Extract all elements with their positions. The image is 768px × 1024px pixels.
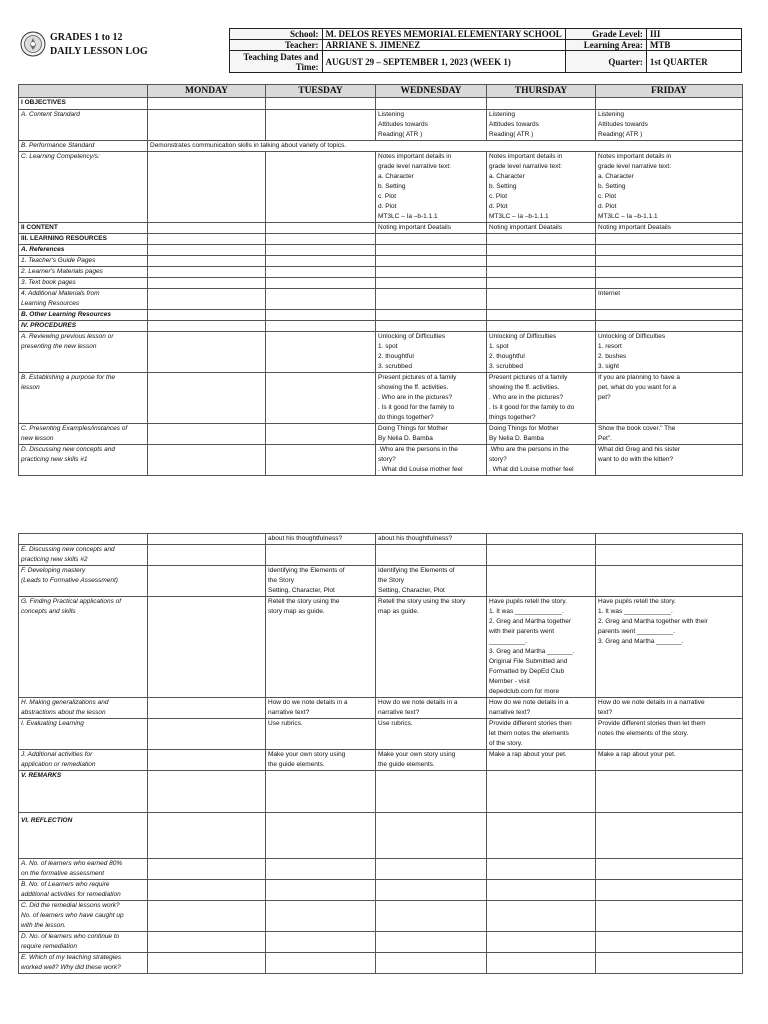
table-row xyxy=(19,152,743,223)
table-row xyxy=(19,332,743,373)
content-standard-tue: Listening Attitudes towards Reading( ATR ) xyxy=(376,110,487,141)
row-label-learners-materials: 2. Learner's Materials pages xyxy=(19,267,148,278)
row-label-other-resources: B. Other Learning Resources xyxy=(19,310,148,321)
teacher-label: Teacher: xyxy=(230,40,323,51)
day-header-wednesday: WEDNESDAY xyxy=(376,85,487,98)
learning-area-label: Learning Area: xyxy=(565,40,646,51)
row-label-refl-d: D. No. of learners who continue to require remediation xyxy=(19,932,148,953)
proc-j-fri: Make a rap about your pet. xyxy=(596,750,743,771)
table-row xyxy=(19,901,743,932)
row-label-proc-g: G. Finding Practical applications of concepts and skills xyxy=(19,597,148,698)
proc-d-cont-tue: about his thoughtfulness? xyxy=(266,534,376,545)
table-row xyxy=(19,245,743,256)
table-row xyxy=(19,597,743,698)
section-reflection: VI. REFLECTION xyxy=(19,813,148,859)
additional-materials-thu: Internet xyxy=(596,289,743,310)
performance-standard-value: Demonstrates communication skills in talking about variety of topics. xyxy=(148,141,743,152)
table-row xyxy=(19,771,743,813)
day-header-friday: FRIDAY xyxy=(596,85,743,98)
table-row xyxy=(19,698,743,719)
row-label-refl-b: B. No. of Learners who require additional activities for remediation xyxy=(19,880,148,901)
content-thu: Noting important Deatails xyxy=(596,223,743,234)
row-label-proc-j: J. Additional activities for application or remediation xyxy=(19,750,148,771)
content-tue: Noting important Deatails xyxy=(376,223,487,234)
lesson-log-table-page-1 xyxy=(18,84,743,476)
proc-d-cont-wed: about his thoughtfulness? xyxy=(376,534,487,545)
dates-value: AUGUST 29 – SEPTEMBER 1, 2023 (WEEK 1) xyxy=(322,51,565,73)
grade-level-label: Grade Level: xyxy=(565,29,646,40)
info-table xyxy=(229,28,742,73)
proc-d-thu: What did Greg and his sister want to do with the kitten? xyxy=(596,445,743,476)
row-label-proc-b: B. Establishing a purpose for the lesson xyxy=(19,373,148,424)
section-objectives: I OBJECTIVES xyxy=(19,98,148,110)
table-row xyxy=(19,932,743,953)
row-label-proc-e: E. Discussing new concepts and practicing new skills #2 xyxy=(19,545,148,566)
school-value: M. DELOS REYES MEMORIAL ELEMENTARY SCHOOL xyxy=(322,29,565,40)
proc-i-fri: Provide different stories then let them notes the elements of the story. xyxy=(596,719,743,750)
row-label-additional-materials: 4. Additional Materials from Learning Resources xyxy=(19,289,148,310)
table-row xyxy=(19,278,743,289)
proc-h-tue: How do we note details in a narrative text? xyxy=(266,698,376,719)
table-row xyxy=(19,310,743,321)
table-row xyxy=(19,424,743,445)
quarter-value: 1st QUARTER xyxy=(646,51,741,73)
table-row xyxy=(19,953,743,974)
row-label-proc-i: I. Evaluating Learning xyxy=(19,719,148,750)
proc-g-fri: Have pupils retell the story. 1. It was _____________. 2. Greg and Martha together with their parents went __________. 3. Greg and Martha _______. xyxy=(596,597,743,698)
proc-h-wed: How do we note details in a narrative text? xyxy=(376,698,487,719)
row-label-refl-e: E. Which of my teaching strategies worked well? Why did these work? xyxy=(19,953,148,974)
row-label-content-standard: A. Content Standard xyxy=(19,110,148,141)
proc-a-tue: Unlocking of Difficulties 1. spot 2. thoughtful 3. scrubbed xyxy=(376,332,487,373)
proc-i-thu: Provide different stories then let them notes the elements of the story. xyxy=(487,719,596,750)
competency-tue: Notes important details in grade level narrative text: a. Character b. Setting c. Plot d. Plot MT3LC – Ia –b-1.1.1 xyxy=(376,152,487,223)
proc-h-fri: How do we note details in a narrative text? xyxy=(596,698,743,719)
lesson-log-table-page-2 xyxy=(18,533,743,974)
row-label-teachers-guide: 1. Teacher's Guide Pages xyxy=(19,256,148,267)
dates-label: Teaching Dates and Time: xyxy=(230,51,323,73)
proc-a-wed: Unlocking of Difficulties 1. spot 2. thoughtful 3. scrubbed xyxy=(487,332,596,373)
row-label-proc-f: F. Developing mastery (Leads to Formative Assessment) xyxy=(19,566,148,597)
row-label-refl-c: C. Did the remedial lessons work? No. of learners who have caught up with the lesson. xyxy=(19,901,148,932)
row-label-refl-a: A. No. of learners who earned 80% on the formative assessment xyxy=(19,859,148,880)
row-label-proc-a: A. Reviewing previous lesson or presenting the new lesson xyxy=(19,332,148,373)
proc-j-tue: Make your own story using the guide elements. xyxy=(266,750,376,771)
section-content: II CONTENT xyxy=(19,223,148,234)
section-procedures: IV. PROCEDURES xyxy=(19,321,148,332)
proc-g-tue: Retell the story using the story map as guide. xyxy=(266,597,376,698)
content-standard-thu: Listening Attitudes towards Reading( ATR ) xyxy=(596,110,743,141)
corner-header-cell xyxy=(19,85,148,98)
proc-j-thu: Make a rap about your pet. xyxy=(487,750,596,771)
proc-b-thu: If you are planning to have a pet, what do you want for a pet? xyxy=(596,373,743,424)
table-row xyxy=(19,719,743,750)
school-label: School: xyxy=(230,29,323,40)
table-row xyxy=(19,289,743,310)
table-row xyxy=(19,98,743,110)
day-header-tuesday: TUESDAY xyxy=(266,85,376,98)
proc-f-wed: Identifying the Elements of the Story Setting, Character, Plot xyxy=(376,566,487,597)
table-row xyxy=(19,813,743,859)
proc-f-tue: Identifying the Elements of the Story Setting, Character, Plot xyxy=(266,566,376,597)
competency-thu: Notes important details in grade level narrative text: a. Character b. Setting c. Plot d. Plot MT3LC – Ia –b-1.1.1 xyxy=(596,152,743,223)
row-label-proc-d: D. Discussing new concepts and practicing new skills #1 xyxy=(19,445,148,476)
proc-g-wed: Retell the story using the story map as guide. xyxy=(376,597,487,698)
proc-c-wed: Doing Things for Mother By Nelia D. Bamba xyxy=(487,424,596,445)
proc-c-thu: Show the book cover." The Pet". xyxy=(596,424,743,445)
proc-d-wed: .Who are the persons in the story? . What did Louise mother feel xyxy=(487,445,596,476)
table-row xyxy=(19,267,743,278)
table-row xyxy=(19,545,743,566)
brand-title xyxy=(50,31,148,59)
row-label-proc-c: C. Presenting Examples/instances of new lesson xyxy=(19,424,148,445)
proc-b-wed: Present pictures of a family showing the ff. activities. . Who are in the pictures? . Is it good for the family to do things together? xyxy=(487,373,596,424)
day-header-thursday: THURSDAY xyxy=(487,85,596,98)
table-row xyxy=(19,750,743,771)
proc-g-thu: Have pupils retell the story. 1. It was _____________. 2. Greg and Martha together with their parents went __________. 3. Greg and Martha _______. Original File Submitted and Formatted by DepEd Club Member - visit depedclub.com for more xyxy=(487,597,596,698)
table-row xyxy=(19,859,743,880)
row-label-performance-standard: B. Performance Standard xyxy=(19,141,148,152)
row-label-textbook: 3. Text book pages xyxy=(19,278,148,289)
competency-wed: Notes important details in grade level narrative text: a. Character b. Setting c. Plot d. Plot MT3LC – Ia –b-1.1.1 xyxy=(487,152,596,223)
table-row xyxy=(19,141,743,152)
table-row xyxy=(19,223,743,234)
proc-i-wed: Use rubrics. xyxy=(376,719,487,750)
brand-line-1: GRADES 1 to 12 xyxy=(50,32,123,43)
table-row xyxy=(19,234,743,245)
quarter-label: Quarter: xyxy=(565,51,646,73)
proc-a-thu: Unlocking of Difficulties 1. resort 2. bushes 3. sight xyxy=(596,332,743,373)
table-row xyxy=(19,534,743,545)
proc-d-tue: .Who are the persons in the story? . What did Louise mother feel xyxy=(376,445,487,476)
proc-j-wed: Make your own story using the guide elements. xyxy=(376,750,487,771)
learning-area-value: MTB xyxy=(646,40,741,51)
table-row xyxy=(19,321,743,332)
row-label-learning-competency: C. Learning Competency/s: xyxy=(19,152,148,223)
deped-seal-icon xyxy=(20,31,46,57)
content-standard-wed: Listening Attitudes towards Reading( ATR ) xyxy=(487,110,596,141)
row-label-references: A. References xyxy=(19,245,148,256)
table-row xyxy=(19,373,743,424)
proc-h-thu: How do we note details in a narrative text? xyxy=(487,698,596,719)
table-row xyxy=(19,445,743,476)
lesson-log-header xyxy=(18,28,742,74)
content-wed: Noting important Deatails xyxy=(487,223,596,234)
row-label-proc-h: H. Making generalizations and abstractions about the lesson xyxy=(19,698,148,719)
teacher-value: ARRIANE S. JIMENEZ xyxy=(322,40,565,51)
proc-b-tue: Present pictures of a family showing the ff. activities. . Who are in the pictures? . Is it good for the family to do things together? xyxy=(376,373,487,424)
table-row xyxy=(19,566,743,597)
table-row xyxy=(19,256,743,267)
grade-level-value: III xyxy=(646,29,741,40)
proc-i-tue: Use rubrics. xyxy=(266,719,376,750)
table-row xyxy=(19,880,743,901)
day-header-monday: MONDAY xyxy=(148,85,266,98)
section-remarks: V. REMARKS xyxy=(19,771,148,813)
brand-line-2: DAILY LESSON LOG xyxy=(50,46,148,57)
section-learning-resources: III. LEARNING RESOURCES xyxy=(19,234,148,245)
proc-c-tue: Doing Things for Mother By Nelia D. Bamba xyxy=(376,424,487,445)
table-row xyxy=(19,110,743,141)
